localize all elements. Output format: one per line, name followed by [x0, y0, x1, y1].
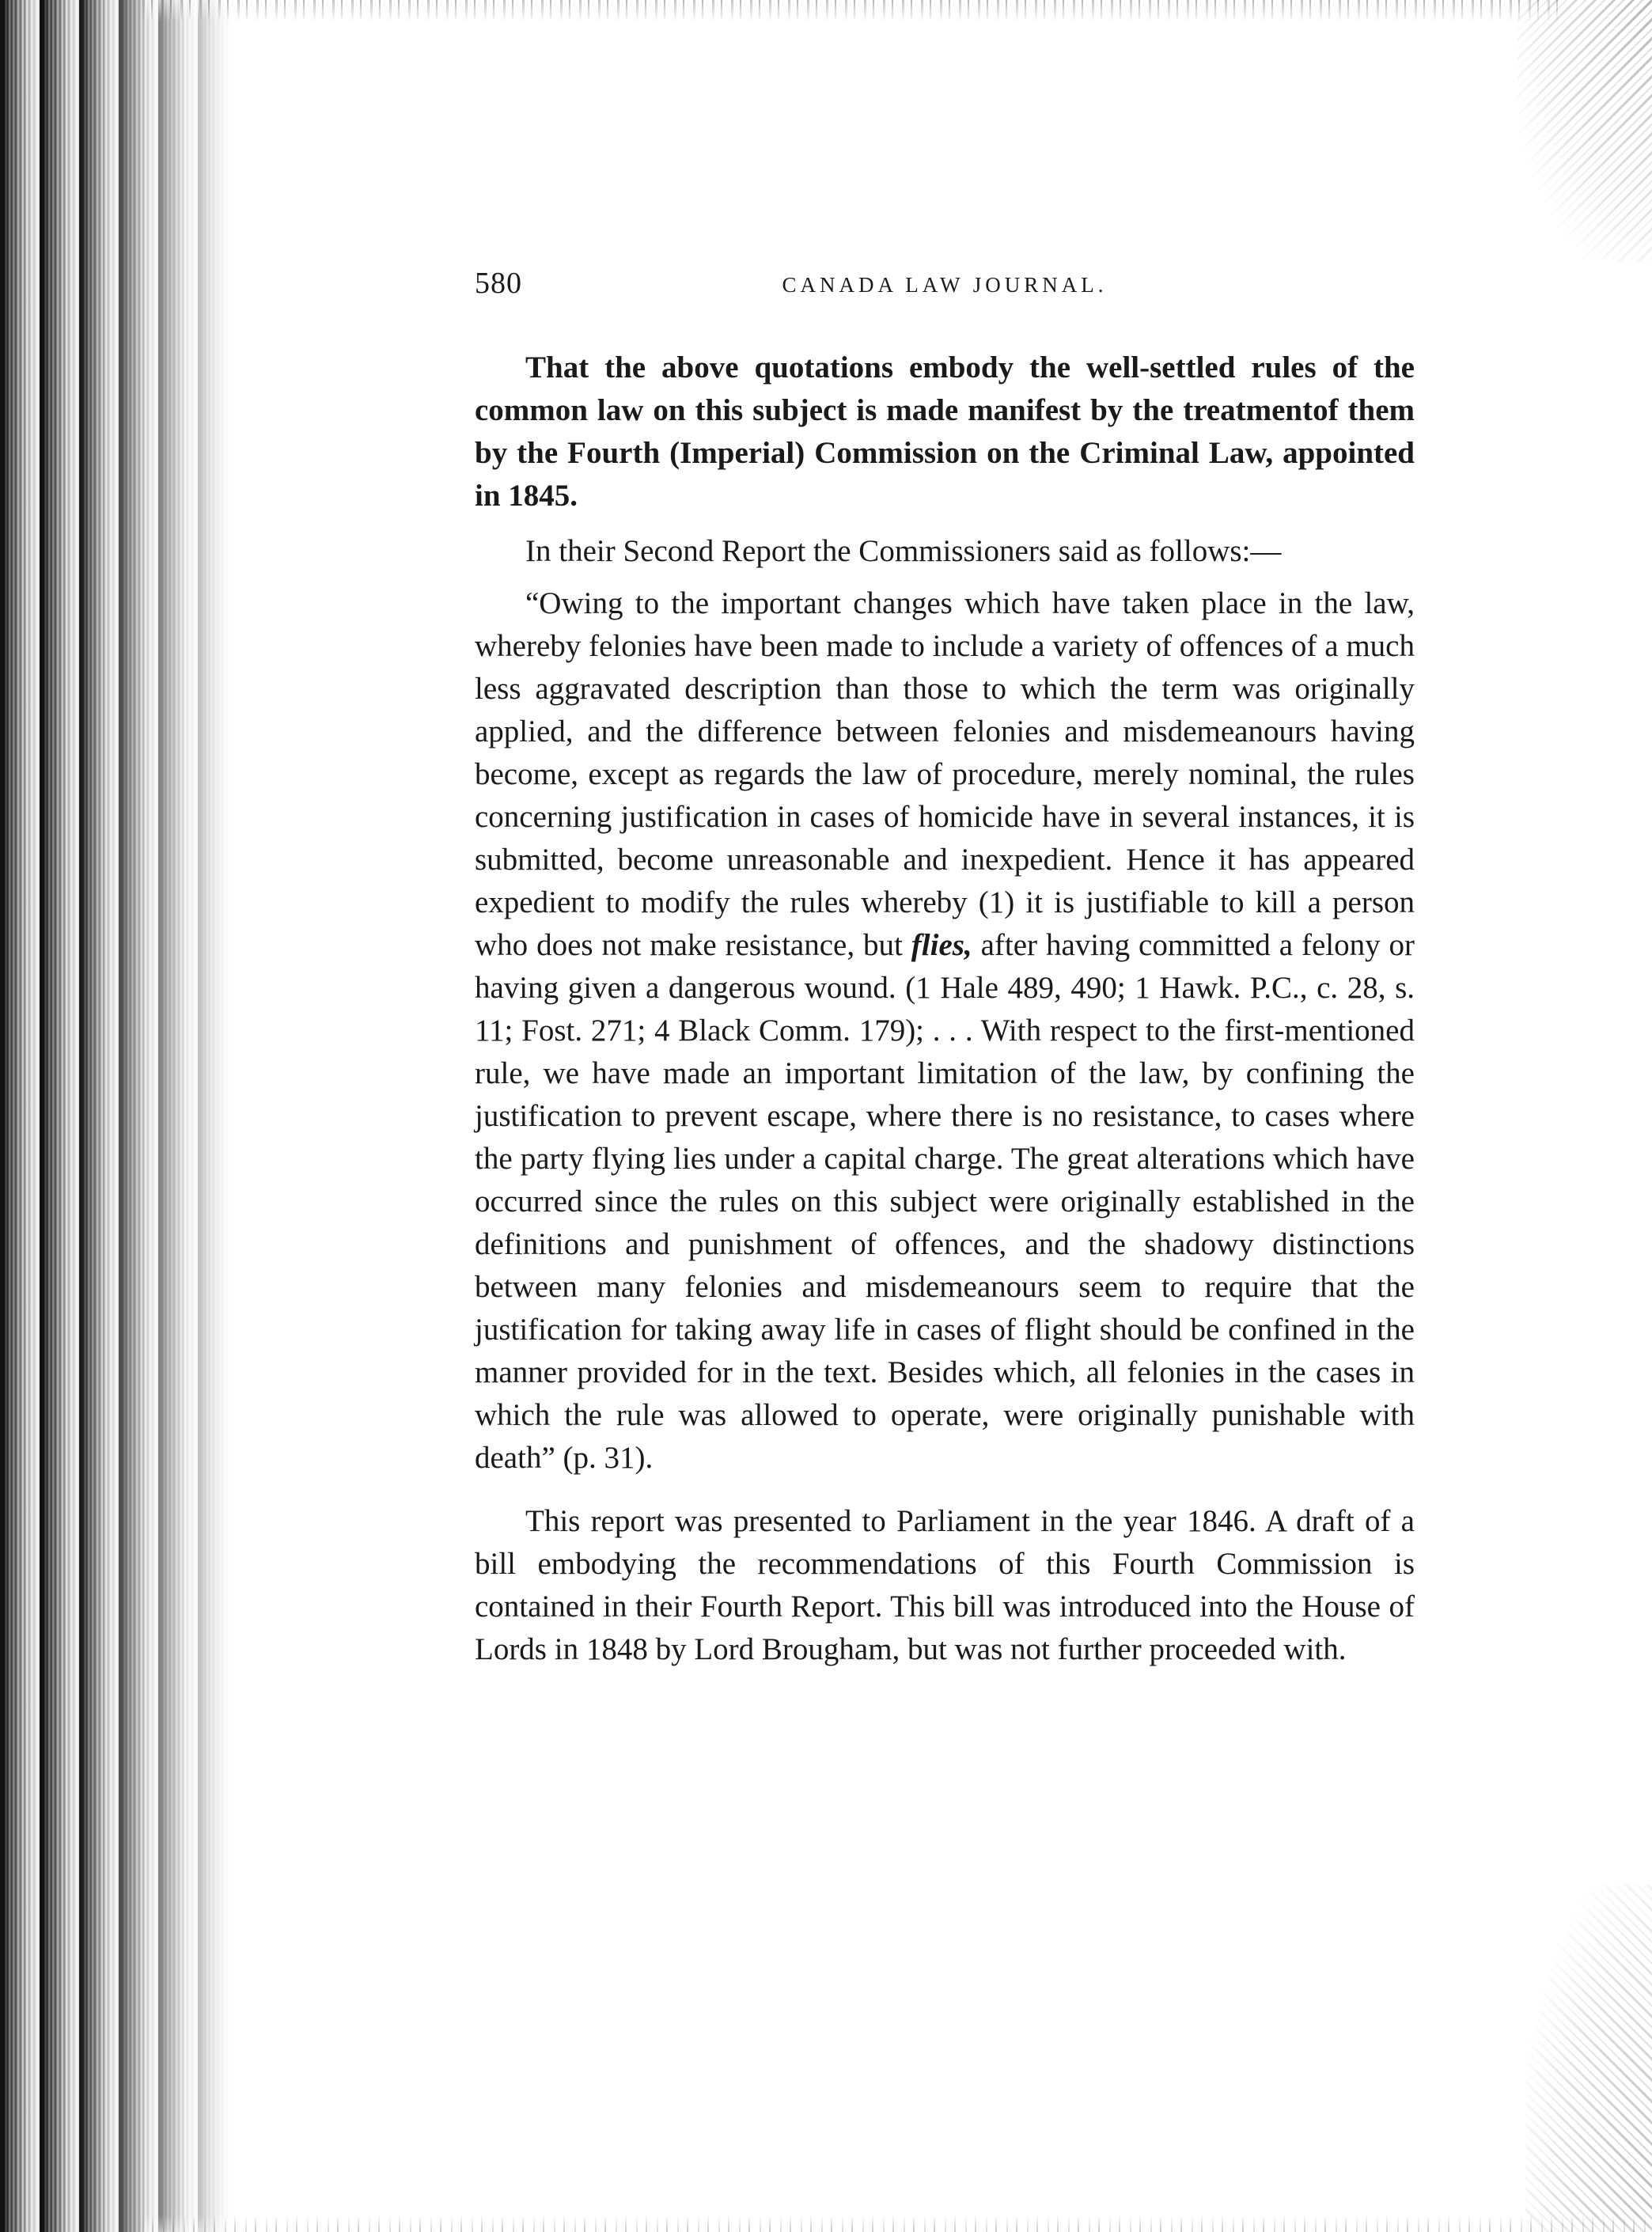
body-text — [475, 347, 1415, 1671]
paragraph-report-quotation — [475, 582, 1415, 1480]
scan-corner-top-right — [1517, 0, 1652, 261]
page-number: 580 — [475, 267, 522, 300]
scan-binding-shadow — [0, 0, 237, 2232]
scan-top-edge — [142, 0, 1567, 22]
page-header — [475, 266, 1415, 305]
quotation-part-1: “Owing to the important changes which have taken place in the law, whereby felonies have been made to include a variety of offences of a much less aggravated description than those to which the term was originally applied, and the difference between felonies and misdemeanours having become, except as regards the law of procedure, merely nominal, the rules concerning justification in cases of homicide have in several instances, it is submitted, become unreasonable and inexpedient. Hence it has appeared expedient to modify the rules whereby (1) it is justifiable to kill a person who does not make resistance, but — [475, 586, 1415, 962]
running-head: CANADA LAW JOURNAL. — [782, 273, 1108, 297]
scan-corner-bottom-right — [1525, 1884, 1652, 2232]
paragraph-commission-intro: That the above quotations embody the well-settled rules of the common law on this subject is made manifest by the treatmentof them by the Fourth (Imperial) Commission on the Criminal Law, appointed in 1845. — [475, 351, 1415, 513]
paragraph-parliament: This report was presented to Parliament in the year 1846. A draft of a bill embodying the recommendations of this Fourth Commission is contained in their Fourth Report. This bill was introduced into the House of Lords in 1848 by Lord Brougham, but was not further proceeded with. — [475, 1504, 1415, 1666]
quotation-emphasis: flies, — [911, 928, 972, 962]
scan-bottom-edge — [142, 2215, 1652, 2232]
quotation-part-2: after having committed a felony or having given a dangerous wound. (1 Hale 489, 490; 1 Hawk. P.C., c. 28, s. 11; Fost. 271; 4 Black Comm. 179); . . . With respect to the first-mentioned rule, we have made an important limitation of the law, by confining the justification to prevent escape, where there is no resistance, to cases where the party flying lies under a capital charge. The great alterations which have occurred since the rules on this subject were originally established in the definitions and punishment of offences, and the shadowy distinctions between many felonies and misdemeanours seem to require that the justification for taking away life in cases of flight should be confined in the manner provided for in the text. Besides which, all felonies in the cases in which the rule was allowed to operate, were originally punishable with death” (p. 31). — [475, 928, 1415, 1475]
paragraph-second-report: In their Second Report the Commissioners said as follows:— — [525, 534, 1282, 568]
